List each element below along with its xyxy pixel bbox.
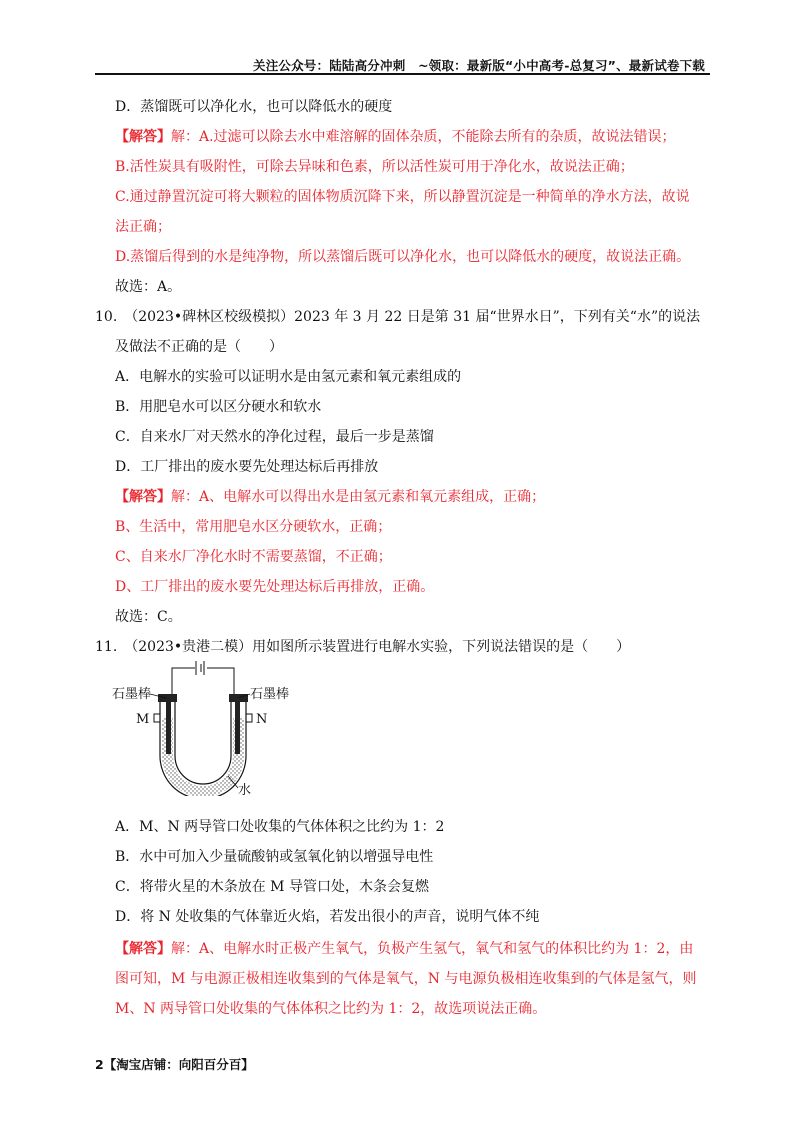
- q10-answer-d: D、工厂排出的废水要先处理达标后再排放，正确。: [115, 579, 435, 595]
- right-electrode-label: 石墨棒: [250, 687, 290, 702]
- n-label: N: [256, 712, 268, 727]
- m-side-tube: [154, 714, 160, 722]
- q10-stem-1: 10. （2023•碑林区校级模拟）2023 年 3 月 22 日是第 31 届“世界水日”，下列有关“水”的说法: [95, 309, 701, 325]
- q10-option-c: C．自来水厂对天然水的净化过程，最后一步是蒸馏: [115, 429, 434, 445]
- q9-answer-b: B.活性炭具有吸附性，可除去异味和色素，所以活性炭可用于净化水，故说法正确；: [115, 159, 634, 175]
- q11-option-d: D．将 N 处收集的气体靠近火焰，若发出很小的声音，说明气体不纯: [115, 909, 540, 925]
- n-side-tube: [246, 714, 252, 722]
- q10-option-d: D．工厂排出的废水要先处理达标后再排放: [115, 459, 379, 475]
- u-tube-inner: [175, 700, 231, 784]
- answer-tag: 【解答】: [115, 941, 171, 957]
- q10-option-b: B．用肥皂水可以区分硬水和软水: [115, 399, 322, 415]
- m-label: M: [136, 712, 150, 727]
- circuit-wire: [172, 668, 234, 694]
- right-electrode: [235, 700, 240, 754]
- q11-answer-1: 【解答】解：A、电解水时正极产生氧气，负极产生氢气，氧气和氢气的体积比约为 1：2，由: [115, 941, 694, 957]
- left-electrode: [166, 700, 171, 754]
- q11-option-b: B．水中可加入少量硫酸钠或氢氧化钠以增强导电性: [115, 849, 434, 865]
- q10-answer-b: B、生活中，常用肥皂水区分硬软水，正确；: [115, 519, 392, 535]
- q11-option-a: A．M、N 两导管口处收集的气体体积之比约为 1：2: [115, 819, 445, 835]
- q10-answer-c: C、自来水厂净化水时不需要蒸馏，不正确；: [115, 549, 392, 565]
- q9-answer-c2: 法正确；: [115, 219, 171, 235]
- water-label: 水: [238, 783, 252, 796]
- q11-answer-3: M、N 两导管口处收集的气体体积之比约为 1：2，故选项说法正确。: [115, 1001, 547, 1017]
- q9-answer-c1: C.通过静置沉淀可将大颗粒的固体物质沉降下来，所以静置沉淀是一种简单的净水方法，故说: [115, 189, 690, 205]
- q10-stem-2: 及做法不正确的是（ ）: [115, 339, 283, 355]
- answer-tag: 【解答】: [115, 489, 171, 505]
- header-rule: [95, 73, 710, 75]
- q9-choice: 故选：A。: [115, 279, 182, 295]
- q10-choice: 故选：C。: [115, 609, 182, 625]
- electrolysis-apparatus-figure: [110, 656, 290, 796]
- q9-answer-a: 【解答】解：A.过滤可以除去水中难溶解的固体杂质，不能除去所有的杂质，故说法错误；: [115, 129, 676, 145]
- page-footer: [95, 1055, 254, 1073]
- q11-stem: 11. （2023•贵港二模）用如图所示装置进行电解水实验，下列说法错误的是（ ）: [95, 639, 631, 655]
- shop-name: 【淘宝店铺：向阳百分百】: [103, 1057, 254, 1072]
- answer-tag: 【解答】: [115, 129, 171, 145]
- q9-option-d: D．蒸馏既可以净化水，也可以降低水的硬度: [115, 99, 393, 115]
- q11-answer-2: 图可知，M 与电源正极相连收集到的气体是氧气，N 与电源负极相连收集到的气体是氢气，则: [115, 971, 697, 987]
- q11-option-c: C．将带火星的木条放在 M 导管口处，木条会复燃: [115, 879, 429, 895]
- left-electrode-label: 石墨棒: [112, 687, 152, 702]
- q10-answer-a: 【解答】解：A、电解水可以得出水是由氢元素和氧元素组成，正确；: [115, 489, 546, 505]
- page-number: 2: [95, 1057, 104, 1072]
- q10-option-a: A．电解水的实验可以证明水是由氢元素和氧元素组成的: [115, 369, 462, 385]
- q9-answer-d: D.蒸馏后得到的水是纯净物，所以蒸馏后既可以净化水，也可以降低水的硬度，故说法正确。: [115, 249, 691, 265]
- page-header: 关注公众号：陆陆高分冲刺 ~领取：最新版“小中高考-总复习”、最新试卷下载: [253, 58, 705, 73]
